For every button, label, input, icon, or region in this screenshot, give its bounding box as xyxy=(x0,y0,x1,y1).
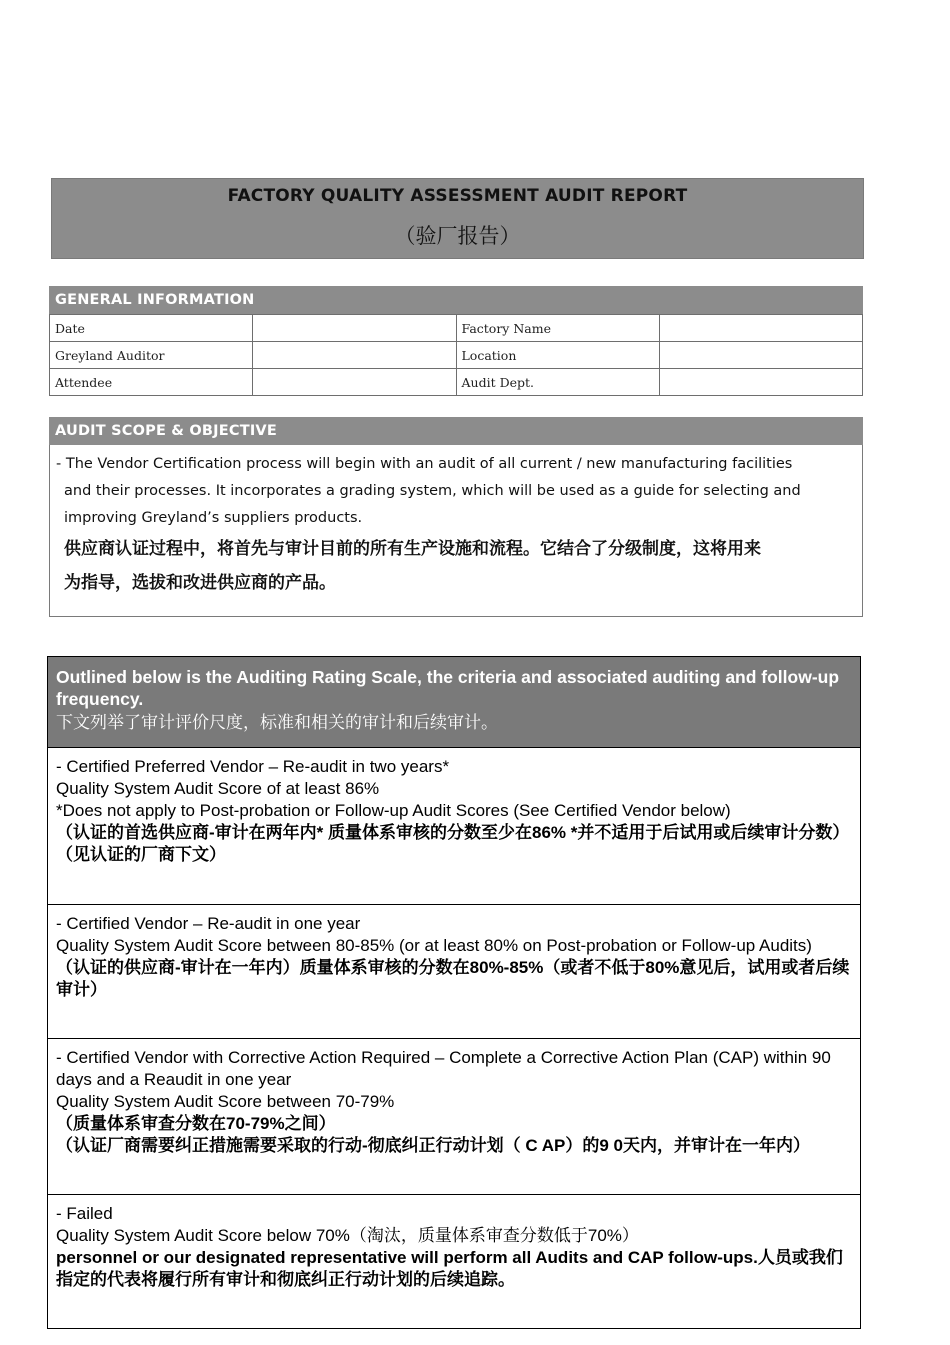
location-value-cell[interactable] xyxy=(659,342,862,369)
scope-text-cn xyxy=(56,532,852,600)
date-value-cell[interactable] xyxy=(253,315,456,342)
table-row xyxy=(50,342,863,369)
rating-line: - Certified Vendor with Corrective Action Required – Complete a Corrective Action Plan (CAP) within 90 days and a Reaudit in one year xyxy=(56,1048,831,1089)
rating-line-cn: （认证的供应商-审计在一年内）质量体系审核的分数在80%-85%（或者不低于80%意见后，试用或者后续审计） xyxy=(56,958,850,999)
rating-heading-en: Outlined below is the Auditing Rating Scale, the criteria and associated auditing and follow-up frequency. xyxy=(56,667,840,709)
table-row xyxy=(50,315,863,342)
scope-line-cn: 为指导，选拔和改进供应商的产品。 xyxy=(64,573,336,593)
scope-line: - The Vendor Certification process will begin with an audit of all current / new manufacturing facilities xyxy=(56,456,793,472)
rating-row-failed xyxy=(48,1195,860,1328)
rating-line-cn: （质量体系审查分数在70-79%之间） xyxy=(56,1114,336,1133)
general-information-table xyxy=(49,314,863,396)
audit-scope-section xyxy=(49,417,863,617)
label-cell: Attendee xyxy=(50,369,253,396)
general-information-heading: GENERAL INFORMATION xyxy=(49,286,863,314)
rating-line: - Certified Vendor – Re-audit in one year xyxy=(56,914,361,933)
factory-name-value-cell[interactable] xyxy=(659,315,862,342)
attendee-value-cell[interactable] xyxy=(253,369,456,396)
audit-scope-heading: AUDIT SCOPE & OBJECTIVE xyxy=(49,417,863,445)
rating-line-cn: （认证厂商需要纠正措施需要采取的行动-彻底纠正行动计划（ C AP）的9 0天内，并审计在一年内） xyxy=(56,1136,810,1155)
rating-heading-cn: 下文列举了审计评价尺度，标准和相关的审计和后续审计。 xyxy=(56,713,498,732)
label-cell: Date xyxy=(50,315,253,342)
table-row xyxy=(50,369,863,396)
report-title-box xyxy=(51,178,864,259)
audit-dept-value-cell[interactable] xyxy=(659,369,862,396)
rating-scale-heading xyxy=(48,657,860,748)
scope-line: improving Greyland’s suppliers products. xyxy=(64,510,363,526)
audit-scope-body xyxy=(49,445,863,617)
rating-line: - Certified Preferred Vendor – Re-audit in two years* xyxy=(56,757,450,776)
report-title: FACTORY QUALITY ASSESSMENT AUDIT REPORT xyxy=(227,186,688,206)
label-cell: Greyland Auditor xyxy=(50,342,253,369)
rating-line: - Failed xyxy=(56,1204,113,1223)
rating-line-cn: （认证的首选供应商-审计在两年内* 质量体系审核的分数至少在86% *并不适用于后试用或后续审计分数）（见认证的厂商下文） xyxy=(56,823,850,864)
scope-line: and their processes. It incorporates a grading system, which will be used as a guide for selecting and xyxy=(64,483,801,499)
scope-text-en xyxy=(56,451,852,532)
label-cell: Factory Name xyxy=(456,315,659,342)
report-title-cn: （验厂报告） xyxy=(394,225,521,248)
rating-line: Quality System Audit Score between 80-85% (or at least 80% on Post-probation or Follow-up Audits) xyxy=(56,936,812,955)
label-cell: Location xyxy=(456,342,659,369)
rating-scale-table xyxy=(47,656,861,1329)
rating-row-certified xyxy=(48,905,860,1039)
scope-line-cn: 供应商认证过程中，将首先与审计目前的所有生产设施和流程。它结合了分级制度，这将用来 xyxy=(64,539,761,559)
general-information-section xyxy=(49,286,863,396)
rating-row-preferred xyxy=(48,748,860,905)
rating-line: Quality System Audit Score below 70%（淘汰，质量体系审查分数低于70%） xyxy=(56,1226,639,1245)
rating-line: personnel or our designated representative will perform all Audits and CAP follow-ups.人员或我们指定的代表将履行所有审计和彻底纠正行动计划的后续追踪。 xyxy=(56,1248,843,1289)
rating-line: Quality System Audit Score of at least 86% xyxy=(56,779,380,798)
rating-line: Quality System Audit Score between 70-79% xyxy=(56,1092,395,1111)
label-cell: Audit Dept. xyxy=(456,369,659,396)
auditor-value-cell[interactable] xyxy=(253,342,456,369)
rating-row-corrective xyxy=(48,1039,860,1195)
rating-line: *Does not apply to Post-probation or Follow-up Audit Scores (See Certified Vendor below) xyxy=(56,801,731,820)
